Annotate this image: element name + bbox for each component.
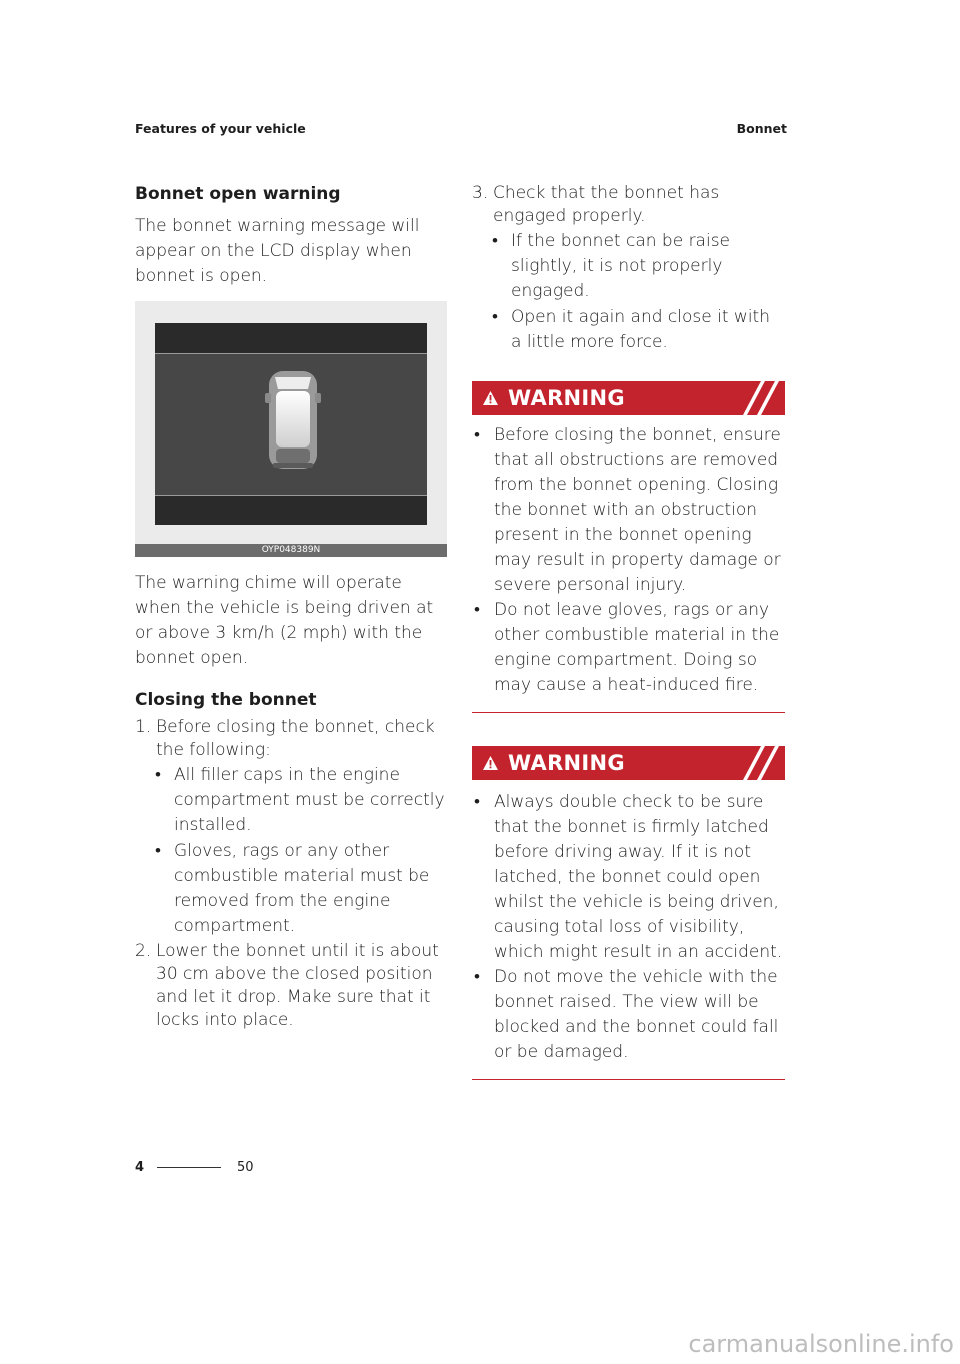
bullet-icon: •: [474, 600, 480, 620]
step-text: Before closing the bonnet, check the following:: [156, 717, 435, 760]
heading-bonnet-open-warning: Bonnet open warning: [135, 184, 341, 204]
step-text: Check that the bonnet has engaged properly.: [493, 183, 720, 226]
bullet-icon: •: [474, 425, 480, 445]
watermark: carmanualsonline.info: [688, 1330, 954, 1358]
bullet-icon: •: [155, 841, 161, 861]
paragraph-chime: The warning chime will operate when the vehicle is being driven at or above 3 km/h (2 mph) with the bonnet open.: [135, 573, 434, 668]
step-number: 3.: [472, 183, 489, 203]
bullet-icon: •: [492, 231, 498, 251]
warning-end-rule: [472, 1079, 785, 1080]
bullet-icon: •: [474, 967, 480, 987]
list-item: [472, 229, 785, 304]
right-column: [472, 182, 785, 1080]
warning-banner-2: [472, 746, 785, 780]
paragraph-open-warning: The bonnet warning message will appear on the LCD display when bonnet is open.: [135, 216, 420, 286]
footer-divider: [157, 1167, 221, 1168]
list-item-text: If the bonnet can be raise slightly, it is not properly engaged.: [511, 231, 731, 301]
heading-closing-bonnet: Closing the bonnet: [135, 690, 317, 710]
lcd-line-top: [155, 353, 427, 354]
list-item-text: Open it again and close it with a little more force.: [511, 307, 770, 352]
step-1: [135, 716, 449, 762]
bullet-icon: •: [474, 792, 480, 812]
bullet-icon: •: [155, 765, 161, 785]
list-item: [472, 965, 785, 1065]
running-header-topic: Bonnet: [736, 121, 787, 136]
list-item-text: Do not move the vehicle with the bonnet raised. The view will be blocked and the bonnet could fall or be damaged.: [494, 967, 779, 1062]
list-item: [472, 423, 785, 598]
lcd-screen: [155, 323, 427, 525]
list-item-text: Do not leave gloves, rags or any other combustible material in the engine compartment. Doing so may cause a heat-induced fire.: [494, 600, 780, 695]
warning-label: WARNING: [508, 751, 625, 775]
footer-page-number: 50: [237, 1160, 254, 1175]
step-2: [135, 940, 449, 1032]
step-number: 2.: [135, 941, 152, 961]
list-item: [472, 790, 785, 965]
warning-triangle-icon: [482, 390, 499, 406]
warning-banner-1: [472, 381, 785, 415]
warning-slash-decoration: [735, 746, 785, 780]
list-item: [135, 839, 449, 939]
lcd-display-figure: [135, 301, 447, 557]
list-item-text: Gloves, rags or any other combustible material must be removed from the engine compartment.: [174, 841, 430, 936]
car-bonnet-open-icon: [265, 367, 321, 473]
list-item: [472, 598, 785, 698]
warning-slash-decoration: [735, 381, 785, 415]
running-header-section: Features of your vehicle: [135, 121, 306, 136]
list-item-text: Always double check to be sure that the bonnet is firmly latched before driving away. If it is not latched, the bonnet could open whilst the vehicle is being driven, causing total loss of visibility, which might result in an accident.: [494, 792, 783, 962]
list-item: [472, 305, 785, 355]
step-text: Lower the bonnet until it is about 30 cm above the closed position and let it drop. Make sure that it locks into place.: [156, 941, 439, 1030]
bullet-icon: •: [492, 307, 498, 327]
footer-section-number: 4: [135, 1160, 145, 1175]
warning-triangle-icon: [482, 755, 499, 771]
list-item-text: All filler caps in the engine compartment must be correctly installed.: [174, 765, 445, 835]
step-number: 1.: [135, 717, 152, 737]
list-item-text: Before closing the bonnet, ensure that all obstructions are removed from the bonnet opening. Closing the bonnet with an obstruction present in the bonnet opening may result in property damage or severe personal injury.: [494, 425, 781, 595]
list-item: [135, 763, 449, 838]
step-3: [472, 182, 785, 228]
left-column: [135, 182, 449, 1032]
figure-caption: OYP048389N: [135, 544, 447, 557]
warning-label: WARNING: [508, 386, 625, 410]
lcd-line-bottom: [155, 495, 427, 496]
